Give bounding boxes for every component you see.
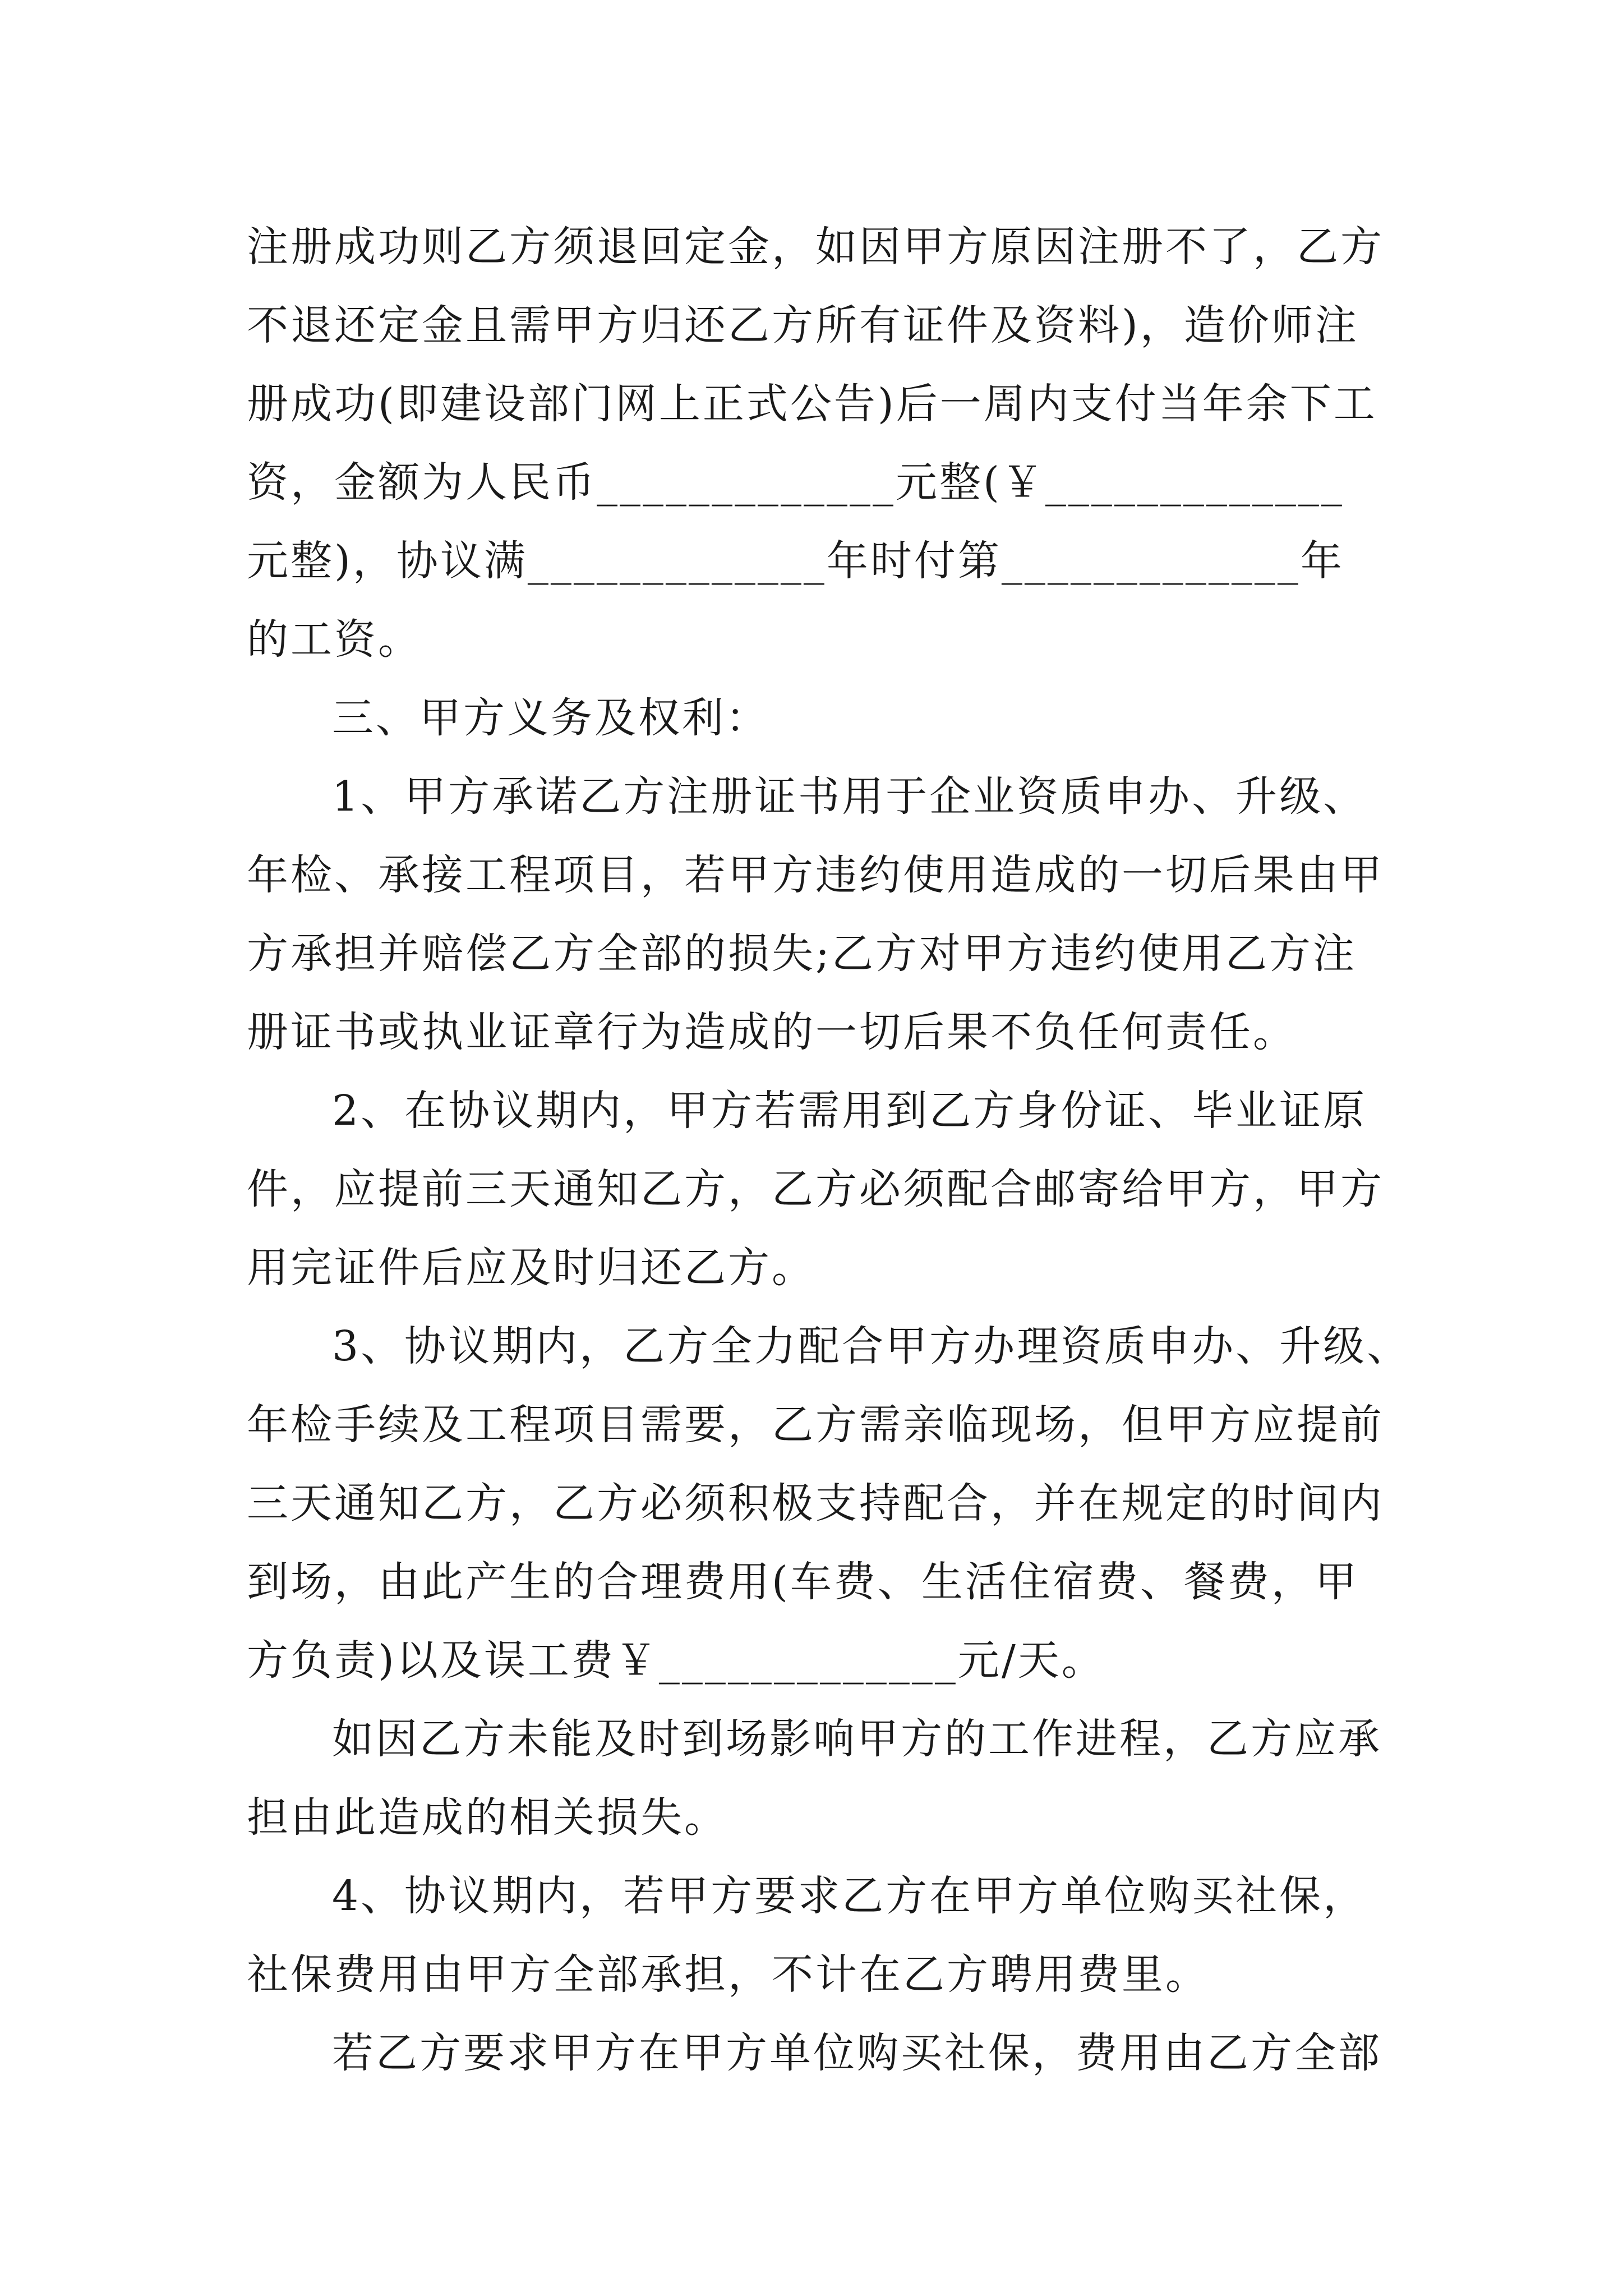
text-line: 年检、承接工程项目，若甲方违约使用造成的一切后果由甲: [247, 851, 1384, 899]
text-line: 3、协议期内，乙方全力配合甲方办理资质申办、升级、: [332, 1322, 1411, 1370]
text-line: 用完证件后应及时归还乙方。: [247, 1244, 815, 1292]
text-line: 元整)，协议满_____________年时付第_____________年: [247, 537, 1344, 585]
text-line: 1、甲方承诺乙方注册证书用于企业资质申办、升级、: [332, 772, 1367, 821]
text-line: 担由此造成的相关损失。: [247, 1793, 728, 1842]
text-line: 的工资。: [247, 615, 422, 664]
text-line: 三天通知乙方，乙方必须积极支持配合，并在规定的时间内: [247, 1479, 1384, 1527]
text-line: 年检手续及工程项目需要，乙方需亲临现场，但甲方应提前: [247, 1401, 1384, 1449]
text-line: 若乙方要求甲方在甲方单位购买社保，费用由乙方全部: [332, 2029, 1382, 2077]
text-line: 册证书或执业证章行为造成的一切后果不负任何责任。: [247, 1008, 1297, 1056]
section-heading: 三、甲方义务及权利：: [332, 694, 769, 742]
text-line: 注册成功则乙方须退回定金，如因甲方原因注册不了，乙方: [247, 223, 1384, 271]
text-line: 册成功(即建设部门网上正式公告)后一周内支付当年余下工: [247, 380, 1377, 428]
text-line: 资，金额为人民币_____________元整(￥_____________: [247, 458, 1344, 507]
text-line: 件，应提前三天通知乙方，乙方必须配合邮寄给甲方，甲方: [247, 1165, 1384, 1213]
text-line: 到场，由此产生的合理费用(车费、生活住宿费、餐费，甲: [247, 1558, 1359, 1606]
text-line: 不退还定金且需甲方归还乙方所有证件及资料)，造价师注: [247, 301, 1359, 349]
text-line: 如因乙方未能及时到场影响甲方的工作进程，乙方应承: [332, 1715, 1382, 1763]
text-line: 方负责)以及误工费￥_____________元/天。: [247, 1636, 1105, 1685]
text-line: 方承担并赔偿乙方全部的损失;乙方对甲方违约使用乙方注: [247, 930, 1357, 978]
text-line: 4、协议期内，若甲方要求乙方在甲方单位购买社保，: [332, 1872, 1367, 1920]
text-line: 2、在协议期内，甲方若需用到乙方身份证、毕业证原: [332, 1087, 1367, 1135]
text-line: 社保费用由甲方全部承担，不计在乙方聘用费里。: [247, 1950, 1209, 1999]
